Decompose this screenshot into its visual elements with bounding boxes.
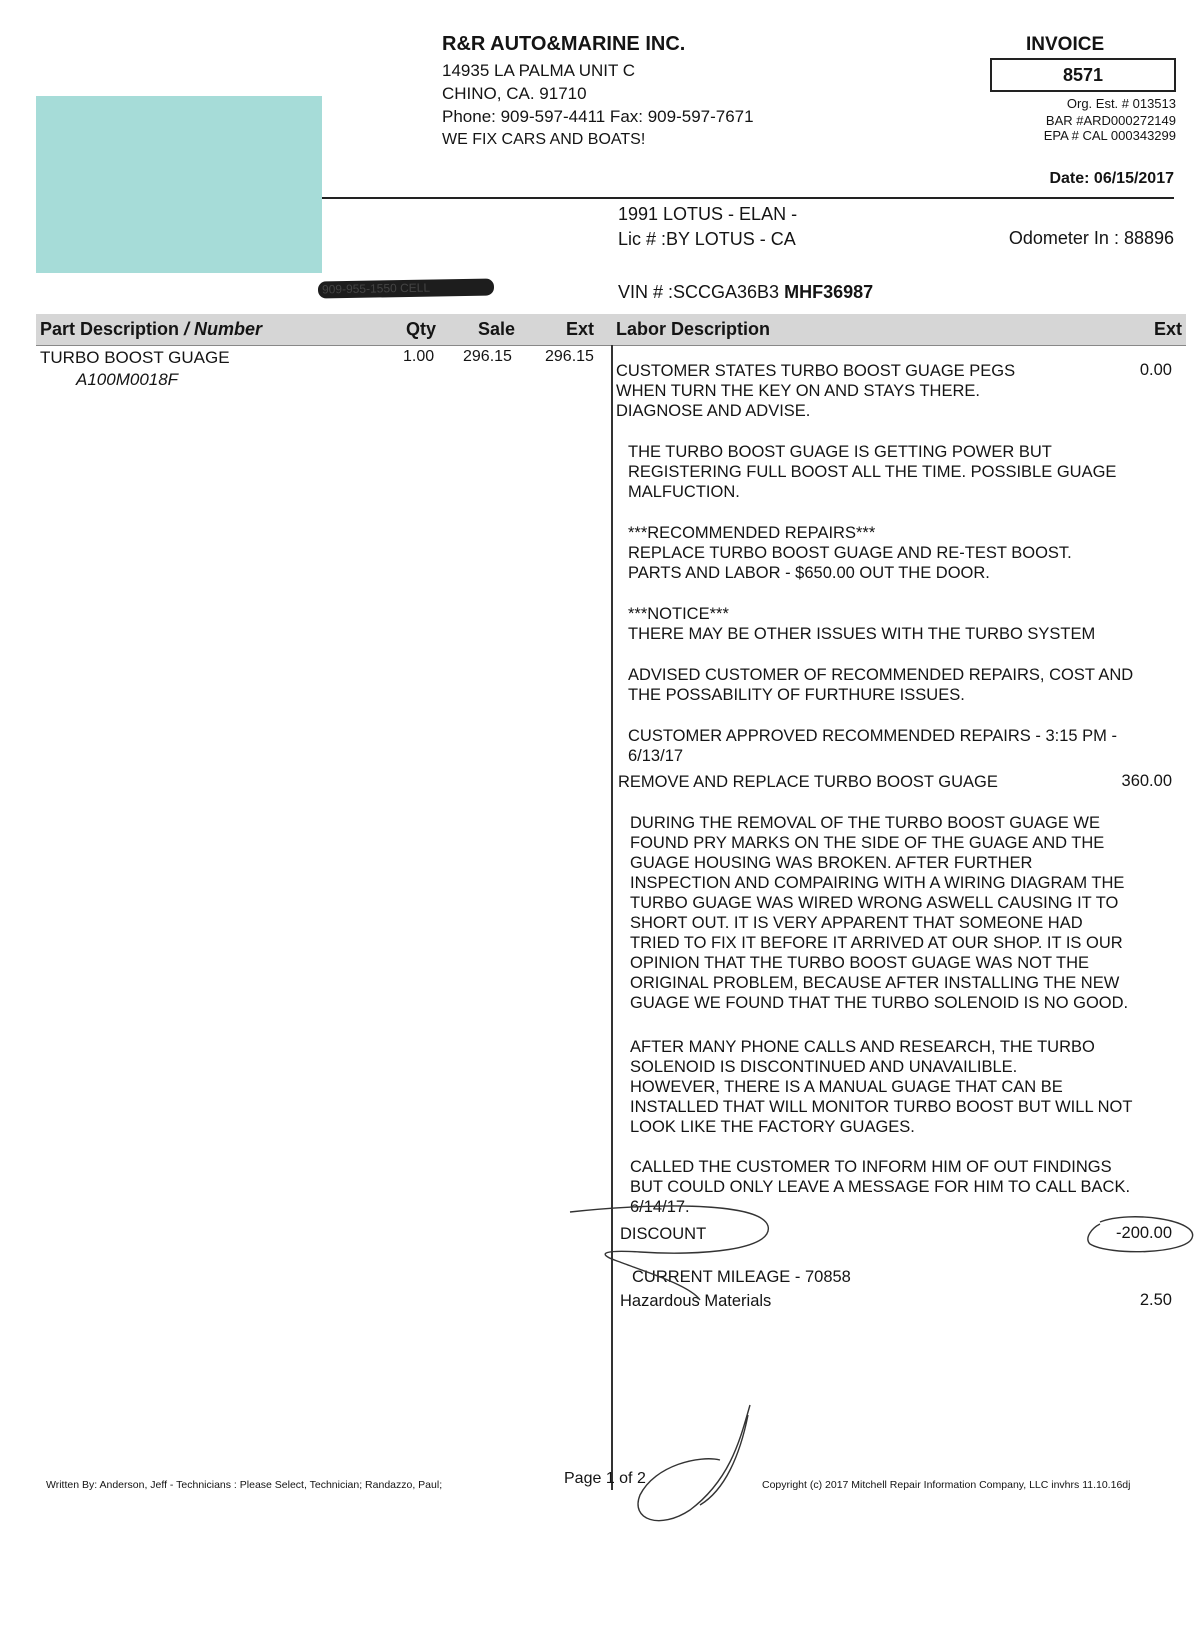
labor-note-notice: ***NOTICE*** THERE MAY BE OTHER ISSUES WITH THE TURBO SYSTEM: [628, 605, 1096, 643]
odometer-in: Odometer In : 88896: [1008, 228, 1174, 248]
footer-written-by: Written By: Anderson, Jeff - Technicians : Please Select, Technician; Randazzo, Paul;: [46, 1479, 443, 1491]
th-part-description: Part Description / Number: [40, 319, 263, 339]
labor-diagnose-amount: 0.00: [1139, 361, 1172, 379]
vehicle-model: 1991 LOTUS - ELAN -: [618, 204, 798, 224]
shop-address-line2: CHINO, CA. 91710: [442, 84, 587, 103]
part-sale: 296.15: [463, 348, 512, 365]
part-ext: 296.15: [545, 348, 594, 365]
labor-replace-amount: 360.00: [1121, 772, 1172, 790]
labor-discount-amount: -200.00: [1116, 1224, 1172, 1242]
redacted-customer-phone: 909-955-1550 CELL: [318, 278, 494, 298]
th-labor-ext: Ext: [1153, 319, 1182, 339]
discount-circle-mark: [570, 1206, 768, 1300]
labor-note-called: CALLED THE CUSTOMER TO INFORM HIM OF OUT FINDINGS BUT COULD ONLY LEAVE A MESSAGE FOR HIM TO CALL BACK. 6/14/17.: [630, 1158, 1131, 1216]
footer-copyright: Copyright (c) 2017 Mitchell Repair Information Company, LLC invhrs 11.10.16dj: [762, 1479, 1131, 1491]
hazmat-amount: 2.50: [1139, 1291, 1172, 1309]
labor-note-advised: ADVISED CUSTOMER OF RECOMMENDED REPAIRS, COST AND THE POSSABILITY OF FURTHURE ISSUES.: [628, 666, 1134, 704]
invoice-number-box: 8571: [990, 58, 1176, 92]
part-number: A100M0018F: [76, 370, 179, 389]
vin-prefix: VIN # :SCCGA36B3: [618, 282, 785, 302]
invoice-title: INVOICE: [1026, 34, 1105, 55]
th-qty: Qty: [406, 319, 437, 339]
shop-name: R&R AUTO&MARINE INC.: [442, 33, 686, 55]
discount-amount-circle-mark: [1088, 1217, 1193, 1252]
hazmat-line: Hazardous Materials: [620, 1292, 772, 1310]
labor-note-diagnosis: THE TURBO BOOST GUAGE IS GETTING POWER BUT REGISTERING FULL BOOST ALL THE TIME. POSSIBLE GUAGE MALFUCTION.: [628, 443, 1117, 501]
part-qty: 1.00: [403, 348, 435, 365]
org-est-number: Org. Est. # 013513: [1066, 96, 1176, 111]
current-mileage: CURRENT MILEAGE - 70858: [632, 1268, 851, 1286]
bar-number: BAR #ARD000272149: [1045, 113, 1176, 128]
vehicle-license: Lic # :BY LOTUS - CA: [618, 229, 796, 249]
labor-note-findings: DURING THE REMOVAL OF THE TURBO BOOST GUAGE WE FOUND PRY MARKS ON THE SIDE OF THE GUAGE AND THE GUAGE HOUSING WAS BROKEN. AFTER FURTHER INSPECTION AND COMPAIRING WITH A WIRING DIAGRAM THE TURBO GUAGE WAS WIRED WRONG ASWELL CAUSING IT TO SHORT OUT. IT IS VERY APPARENT THAT SOMEONE HAD TRIED TO FIX IT BEFORE IT ARRIVED AT OUR SHOP. IT IS OUR OPINION THAT THE TURBO BOOST GUAGE WAS NOT THE ORIGINAL PROBLEM, BECAUSE AFTER INSTALLING THE NEW GUAGE WE FOUND THAT THE TURBO SOLENOID IS NO GOOD.: [630, 814, 1129, 1012]
shop-slogan: WE FIX CARS AND BOATS!: [442, 131, 646, 148]
footer-page-number: Page 1 of 2: [564, 1470, 646, 1487]
th-labor-description: Labor Description: [616, 319, 771, 339]
th-sale: Sale: [478, 319, 516, 339]
labor-line-replace: REMOVE AND REPLACE TURBO BOOST GUAGE: [618, 773, 998, 791]
th-ext: Ext: [566, 319, 595, 339]
th-number: / Number: [179, 319, 263, 339]
vin-suffix: MHF36987: [784, 282, 874, 302]
shop-phone-fax: Phone: 909-597-4411 Fax: 909-597-7671: [442, 107, 754, 126]
epa-number: EPA # CAL 000343299: [1043, 128, 1176, 143]
labor-note-recommended: ***RECOMMENDED REPAIRS*** REPLACE TURBO BOOST GUAGE AND RE-TEST BOOST. PARTS AND LABOR - $650.00 OUT THE DOOR.: [628, 524, 1072, 582]
labor-note-research: AFTER MANY PHONE CALLS AND RESEARCH, THE TURBO SOLENOID IS DISCONTINUED AND UNAVAILIBLE. HOWEVER, THERE IS A MANUAL GUAGE THAT CAN BE INSTALLED THAT WILL MONITOR TURBO BOOST BUT WILL NOT LOOK LIKE THE FACTORY GUAGES.: [630, 1038, 1133, 1136]
invoice-date: Date: 06/15/2017: [1049, 170, 1174, 187]
labor-line-diagnose: CUSTOMER STATES TURBO BOOST GUAGE PEGS WHEN TURN THE KEY ON AND STAYS THERE. DIAGNOSE AND ADVISE.: [616, 362, 1016, 420]
part-description: TURBO BOOST GUAGE: [40, 348, 230, 367]
shop-address-line1: 14935 LA PALMA UNIT C: [442, 61, 636, 80]
labor-line-discount: DISCOUNT: [620, 1225, 707, 1243]
signature-mark: [638, 1405, 750, 1521]
labor-note-approved: CUSTOMER APPROVED RECOMMENDED REPAIRS - 3:15 PM - 6/13/17: [628, 727, 1117, 765]
